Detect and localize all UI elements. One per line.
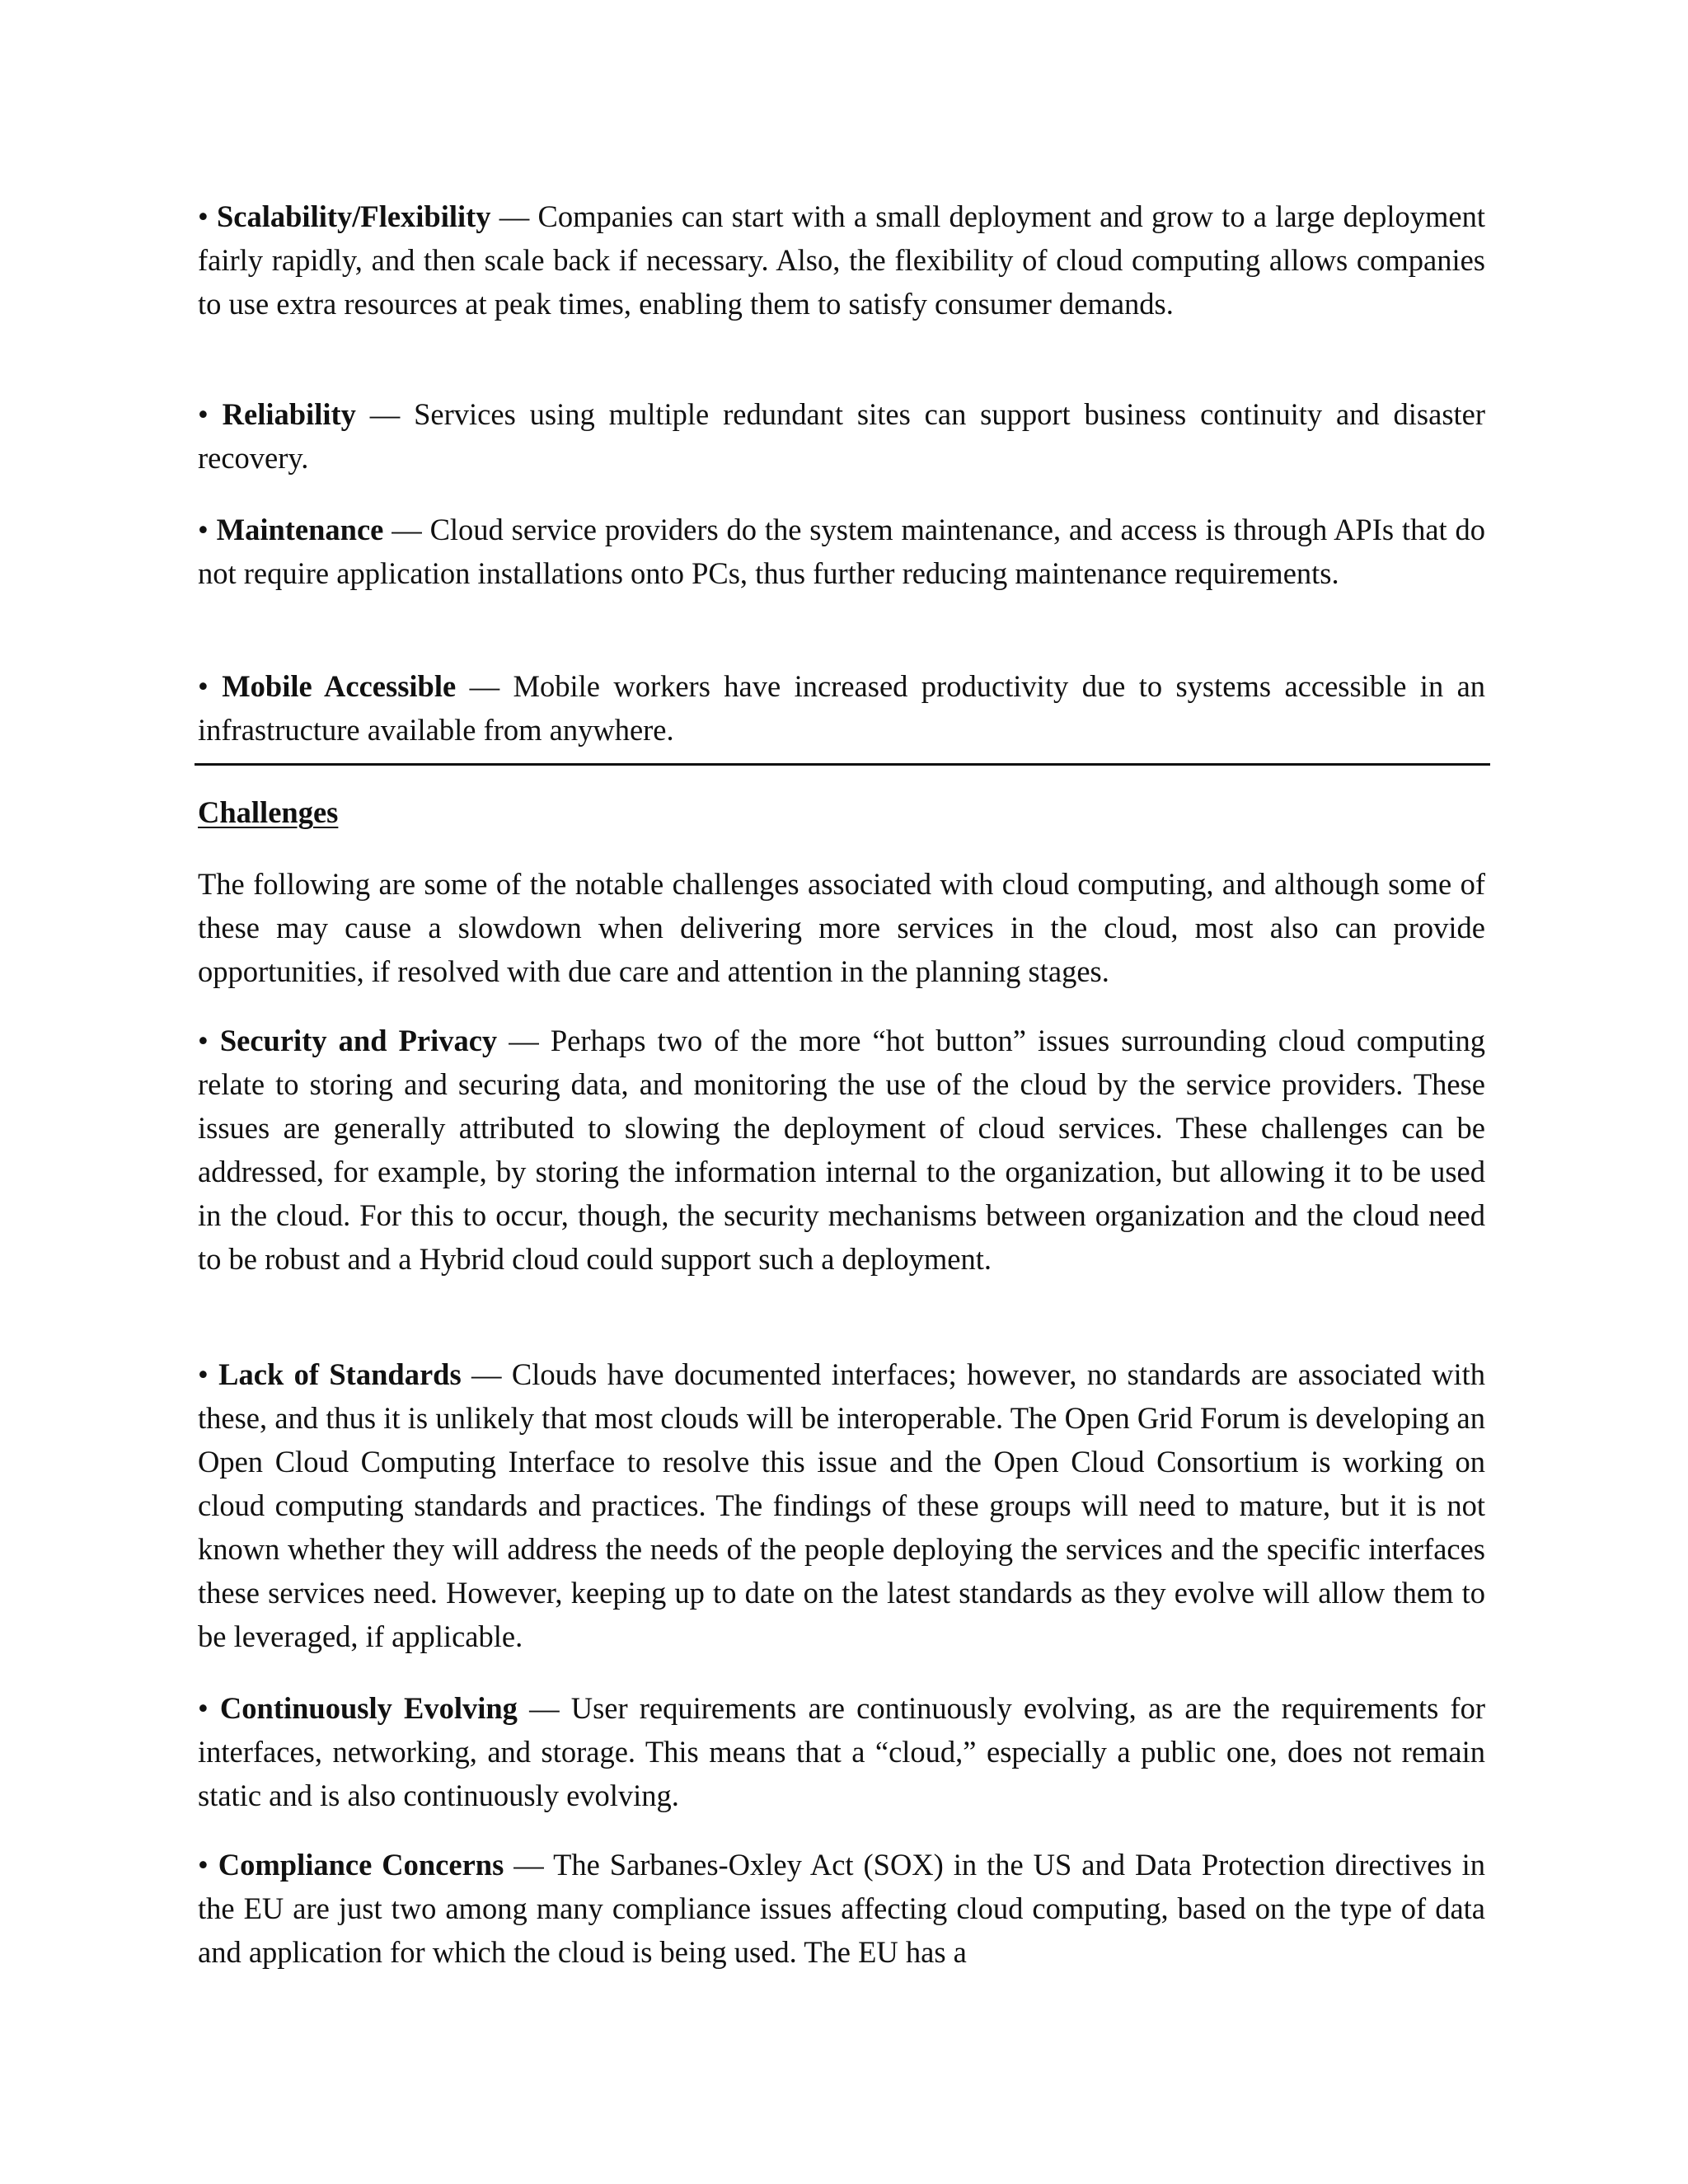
horizontal-divider [195, 763, 1490, 766]
bullet-body: Cloud service providers do the system maintenance, and access is through APIs that do not require application installations onto PCs, thus further reducing maintenance requirements. [198, 513, 1486, 590]
bullet-title: Compliance Concerns [218, 1848, 504, 1882]
em-dash: — [392, 513, 422, 546]
bullet-glyph: • [198, 669, 209, 703]
bullet-body: The Sarbanes-Oxley Act (SOX) in the US and Data Protection directives in the EU are just two among many compliance issues affecting cloud computing, based on the type of data and application for which the cloud is being used. The EU has a [198, 1848, 1486, 1969]
em-dash: — [369, 397, 401, 431]
bullet-security-privacy [198, 1019, 1485, 1281]
bullet-glyph: • [198, 1024, 209, 1057]
em-dash: — [499, 199, 530, 233]
challenges-intro: The following are some of the notable challenges associated with cloud computing, and although some of these may cause a slowdown when delivering more services in the cloud, most also can provide opportunities, if resolved with due care and attention in the planning stages. [198, 867, 1485, 988]
bullet-glyph: • [198, 1357, 209, 1391]
section-heading-challenges: Challenges [198, 795, 339, 829]
bullet-title: Mobile Accessible [222, 669, 457, 703]
em-dash: — [509, 1024, 539, 1057]
bullet-compliance-concerns [198, 1843, 1485, 1974]
bullet-lack-of-standards [198, 1352, 1485, 1658]
bullet-title: Continuously Evolving [219, 1691, 518, 1725]
bullet-glyph: • [198, 1848, 209, 1882]
bullet-title: Scalability/Flexibility [216, 199, 491, 233]
bullet-title: Lack of Standards [218, 1357, 462, 1391]
em-dash: — [469, 669, 500, 703]
bullet-body: Clouds have documented interfaces; however, no standards are associated with these, and thus it is unlikely that most clouds will be interoperable. The Open Grid Forum is developing an Open Cloud Computing Interface to resolve this issue and the Open Cloud Consortium is working on cloud computing standards and practices. The findings of these groups will need to mature, but it is not known whether they will address the needs of the people deploying the services and the specific interfaces these services need. However, keeping up to date on the latest standards as they evolve will allow them to be leveraged, if applicable. [198, 1357, 1486, 1653]
em-dash: — [529, 1691, 560, 1725]
bullet-glyph: • [198, 199, 209, 233]
bullet-maintenance [198, 508, 1485, 595]
bullet-glyph: • [198, 1691, 209, 1725]
em-dash: — [471, 1357, 502, 1391]
bullet-glyph: • [198, 513, 209, 546]
bullet-glyph: • [198, 397, 209, 431]
bullet-title: Security and Privacy [219, 1024, 498, 1057]
bullet-body: Perhaps two of the more “hot button” issues surrounding cloud computing relate to storing and securing data, and monitoring the use of the cloud by the service providers. These issues are generally attributed to slowing the deployment of cloud services. These challenges can be addressed, for example, by storing the information internal to the organization, but allowing it to be used in the cloud. For this to occur, though, the security mechanisms between organization and the cloud need to be robust and a Hybrid cloud could support such a deployment. [198, 1024, 1486, 1276]
bullet-continuously-evolving [198, 1686, 1485, 1817]
bullet-title: Reliability [222, 397, 356, 431]
bullet-body: User requirements are continuously evolving, as are the requirements for interfaces, networking, and storage. This means that a “cloud,” especially a public one, does not remain static and is also continuously evolving. [198, 1691, 1486, 1812]
bullet-title: Maintenance [216, 513, 384, 546]
bullet-body: Companies can start with a small deployment and grow to a large deployment fairly rapidly, and then scale back if necessary. Also, the flexibility of cloud computing allows companies to use extra resources at peak times, enabling them to satisfy consumer demands. [198, 199, 1486, 321]
bullet-mobile-accessible [198, 664, 1485, 752]
bullet-body: Services using multiple redundant sites can support business continuity and disaster recovery. [198, 397, 1486, 475]
bullet-scalability [198, 194, 1485, 326]
bullet-body: Mobile workers have increased productivity due to systems accessible in an infrastructure available from anywhere. [198, 669, 1486, 747]
bullet-reliability [198, 392, 1485, 480]
em-dash: — [513, 1848, 544, 1882]
